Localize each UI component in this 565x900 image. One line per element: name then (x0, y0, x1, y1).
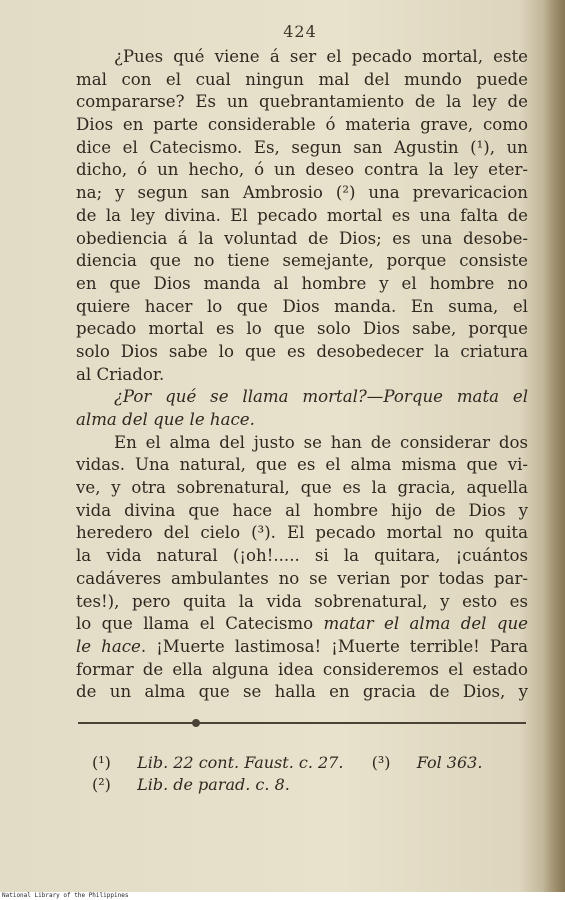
footnote-row (92, 752, 512, 774)
text-line: le hace. ¡Muerte lastimosa! ¡Muerte terrible! Para (76, 636, 528, 656)
text-line: lo que llama el Catecismo matar el alma del que (76, 614, 528, 634)
text-line: ve, y otra sobrenatural, que es la gracia, aquella (76, 478, 528, 498)
text-line: al Criador. (76, 364, 165, 384)
text-line: vida divina que hace al hombre hijo de Dios y (76, 500, 528, 520)
text-line: En el alma del justo se han de considerar dos (114, 432, 528, 452)
page-edge-shadow (543, 0, 565, 892)
text-line: na; y segun san Ambrosio (²) una prevaricacion (76, 183, 528, 203)
text-line: formar de ella alguna idea consideremos el estado (76, 659, 528, 679)
text-line: de un alma que se halla en gracia de Dios, y (76, 682, 528, 702)
body-text (76, 46, 528, 704)
text-line: vidas. Una natural, que es el alma misma que vi- (76, 455, 528, 475)
footnote-reference: Fol 363. (416, 753, 483, 772)
text-line: cadáveres ambulantes no se verian por todas par- (76, 568, 528, 588)
footnote-mark: (²) (92, 775, 111, 794)
page-number: 424 (283, 22, 317, 41)
text-line: tes!), pero quita la vida sobrenatural, y esto es (76, 591, 528, 611)
footnote-separator-ornament (192, 719, 200, 727)
text-line: heredero del cielo (³). El pecado mortal no quita (76, 523, 528, 543)
text-line: ¿Por qué se llama mortal?—Porque mata el (114, 387, 528, 407)
text-line: alma del que le hace. (76, 410, 255, 429)
footnote-reference: Lib. 22 cont. Faust. c. 27. (137, 753, 344, 772)
text-line: ¿Pues qué viene á ser el pecado mortal, este (114, 47, 528, 66)
text-line: mal con el cual ningun mal del mundo puede (76, 69, 528, 89)
text-line: dicho, ó un hecho, ó un deseo contra la ley eter- (76, 160, 528, 180)
text-line: Dios en parte considerable ó materia grave, como (76, 115, 528, 135)
text-line: dice el Catecismo. Es, segun san Agustin (¹), un (76, 137, 528, 157)
text-line: compararse? Es un quebrantamiento de la ley de (76, 92, 528, 112)
text-line: pecado mortal es lo que solo Dios sabe, porque (76, 319, 528, 339)
library-credit: National Library of the Philippines (0, 892, 565, 900)
footnote-mark: (¹) (92, 753, 111, 772)
text-line: la vida natural (¡oh!..... si la quitara, ¡cuántos (76, 546, 528, 566)
footnote-row (92, 774, 512, 796)
text-line: solo Dios sabe lo que es desobedecer la criatura (76, 341, 528, 361)
text-line: diencia que no tiene semejante, porque consiste (76, 251, 528, 271)
footnotes (92, 752, 512, 796)
footnote-reference: Lib. de parad. c. 8. (137, 775, 290, 794)
footnote-separator-rule (78, 722, 526, 724)
text-line: en que Dios manda al hombre y el hombre no (76, 273, 528, 293)
text-line: de la ley divina. El pecado mortal es una falta de (76, 205, 528, 225)
footnote-mark: (³) (371, 753, 391, 772)
text-line: quiere hacer lo que Dios manda. En suma, el (76, 296, 528, 316)
text-line: obediencia á la voluntad de Dios; es una desobe- (76, 228, 528, 248)
